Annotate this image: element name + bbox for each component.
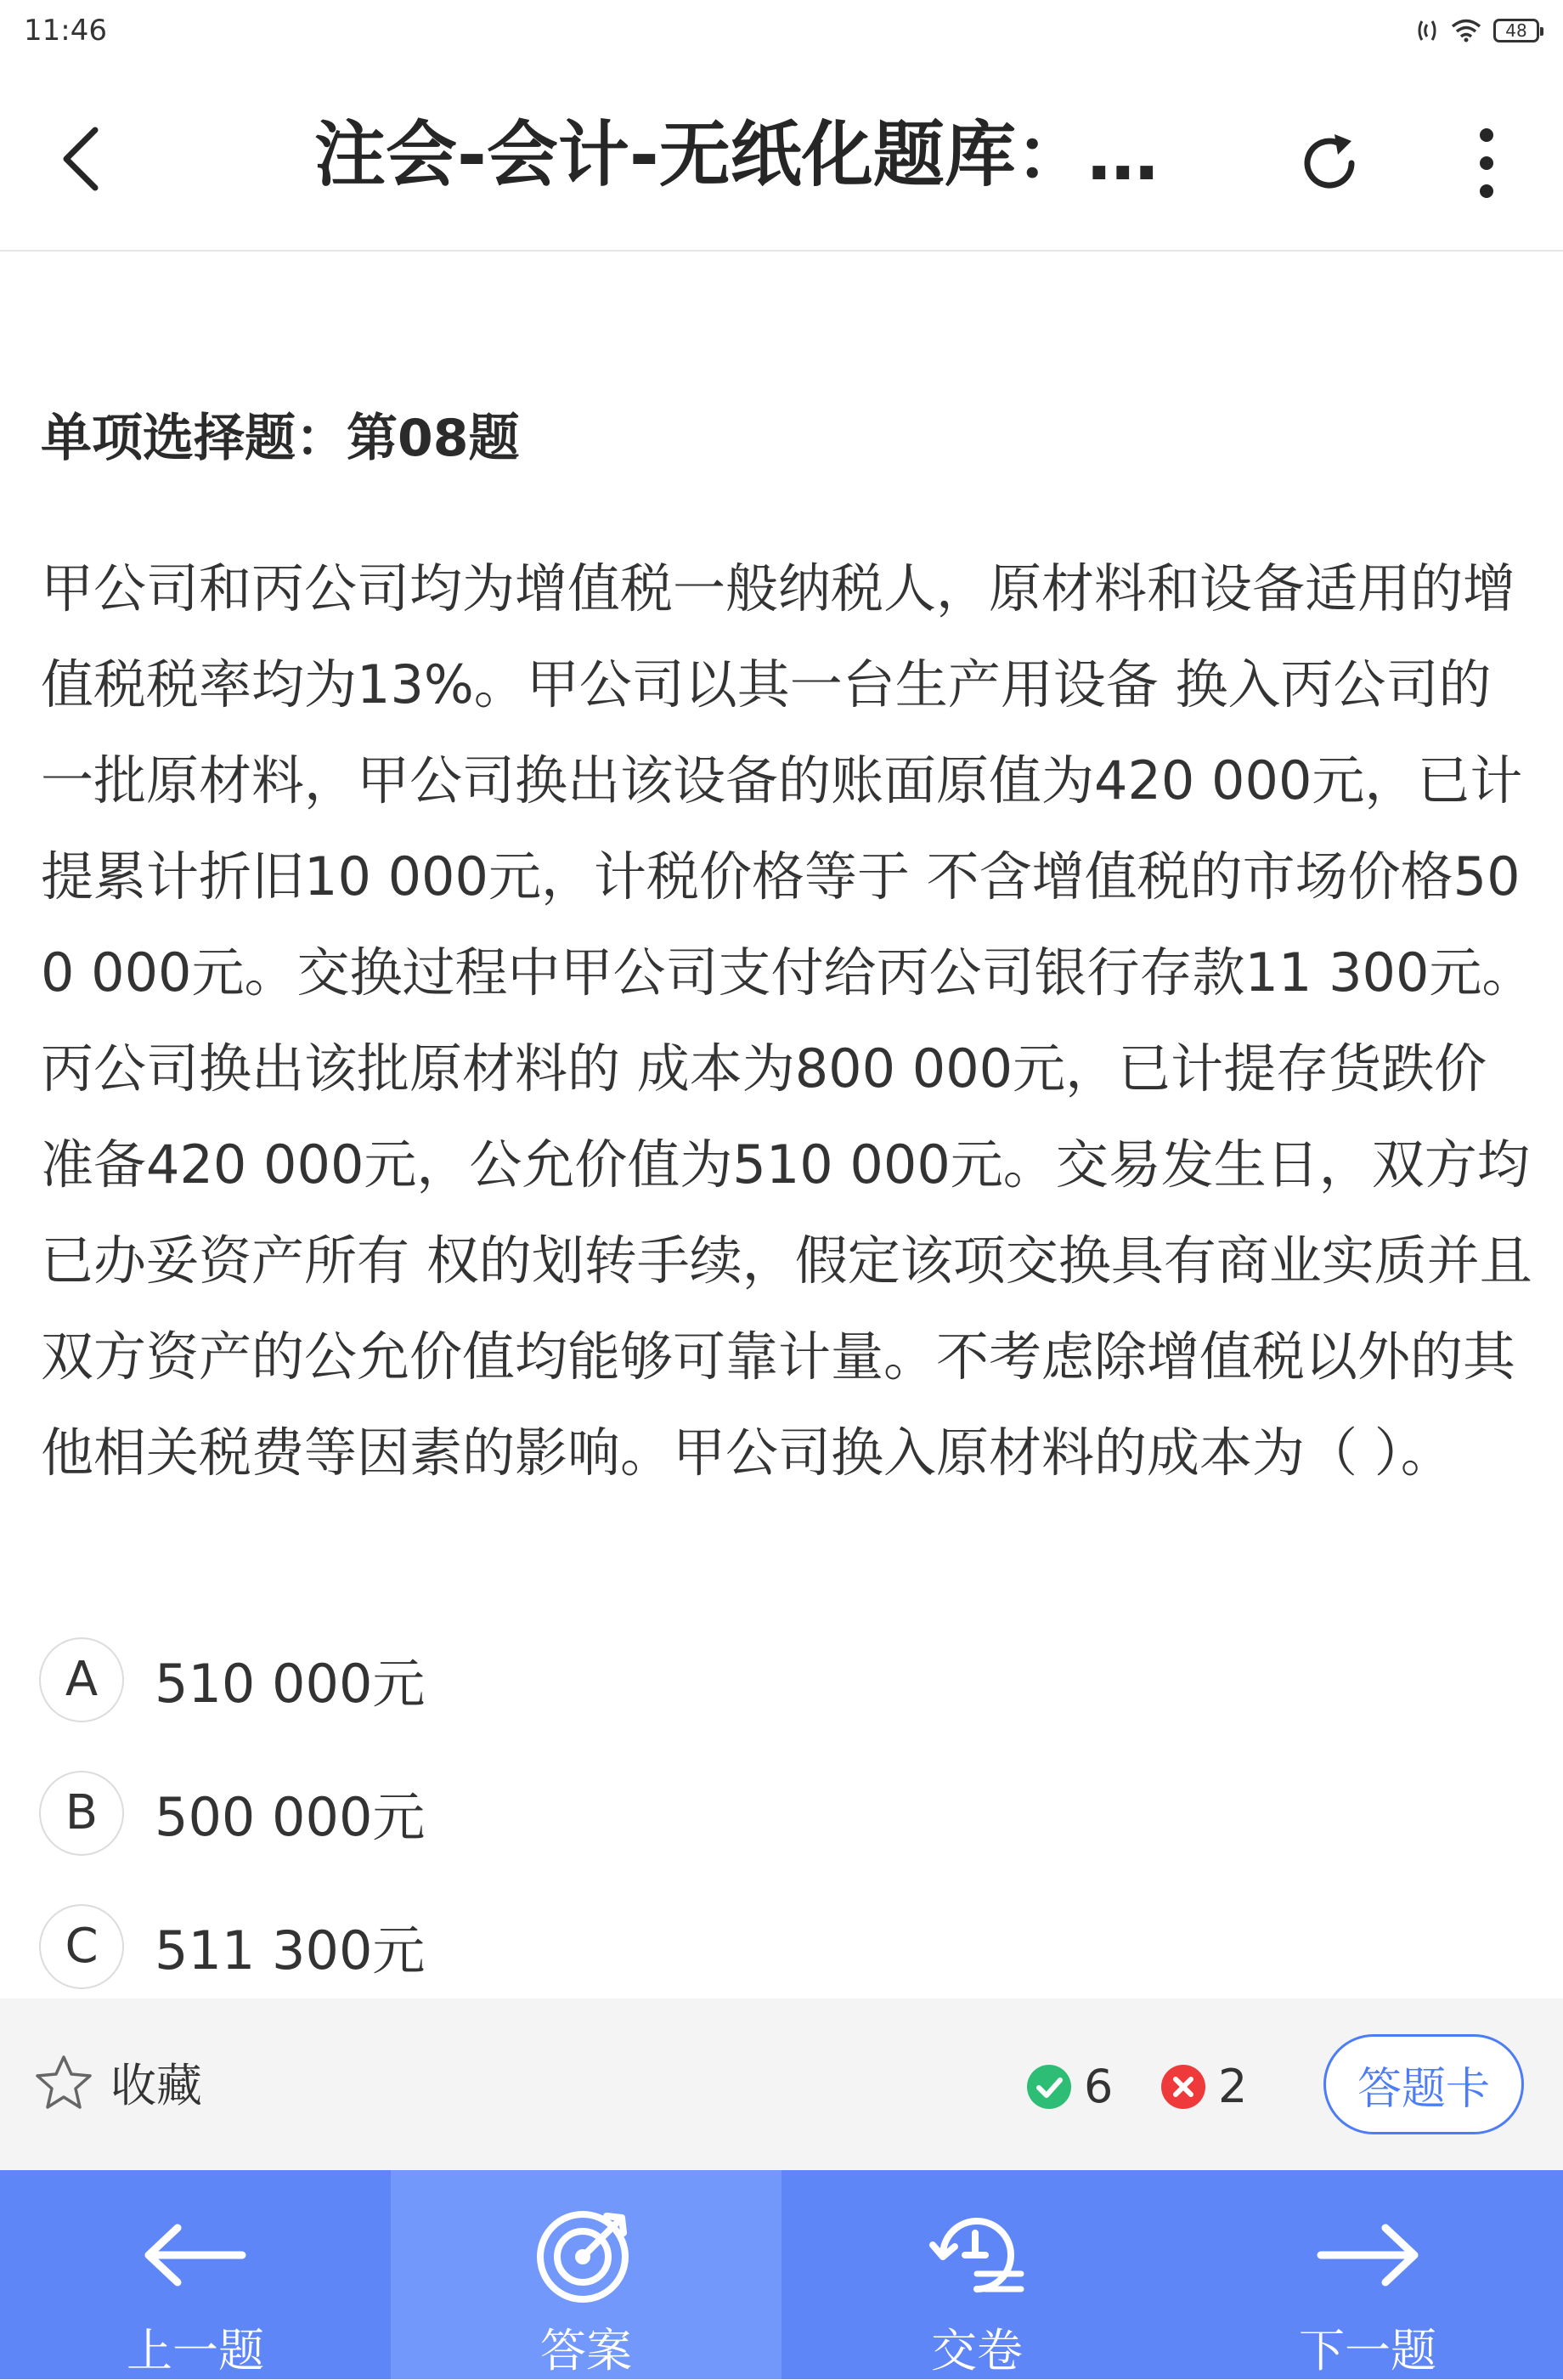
arrow-right-icon	[1308, 2204, 1427, 2306]
status-icons	[1417, 18, 1539, 43]
wrong-count-value: 2	[1218, 2060, 1248, 2113]
option-letter: A	[39, 1637, 124, 1722]
option-c[interactable]	[39, 1880, 1534, 1998]
refresh-button[interactable]	[1287, 121, 1372, 206]
correct-count-value: 6	[1084, 2060, 1114, 2113]
correct-count	[1026, 2060, 1113, 2113]
nav-label: 答案	[540, 2324, 632, 2377]
option-letter: B	[39, 1771, 124, 1856]
nav-label: 上一题	[127, 2324, 264, 2377]
favorite-label: 收藏	[110, 2059, 202, 2112]
page-title: 注会-会计-无纸化题库：…	[314, 113, 1159, 196]
nav-label: 下一题	[1299, 2324, 1436, 2377]
more-button[interactable]	[1461, 112, 1512, 214]
question-text: 甲公司和丙公司均为增值税一般纳税人，原材料和设备适用的增值税税率均为13%。甲公司以其一台生产用设备 换入丙公司的一批原材料，甲公司换出该设备的账面原值为420 000元，已计提累计折旧10 000元，计税价格等于 不含增值税的市场价格500 000元。交换过程中甲公司支付给丙公司银行存款11 300元。丙公司换出该批原材料的 成本为800 000元，已计提存货跌价准备420 000元，公允价值为510 000元。交易发生日，双方均已办妥资产所有 权的划转手续，假定该项交换具有商业实质并且双方资产的公允价值均能够可靠计量。不考虑除增值税以外的其 他相关税费等因素的影响。甲公司换入原材料的成本为（ ）。	[41, 557, 1535, 1484]
nav-label: 交卷	[931, 2324, 1023, 2377]
bottom-nav	[0, 2170, 1563, 2379]
battery-icon: 48	[1493, 19, 1539, 42]
refresh-icon	[1295, 129, 1363, 197]
answer-button[interactable]	[391, 2170, 782, 2379]
question-type-label: 单项选择题：第08题	[41, 409, 520, 468]
favorite-button[interactable]	[34, 2049, 202, 2115]
status-bar	[0, 0, 1563, 61]
previous-question-button[interactable]	[0, 2170, 391, 2379]
x-circle-icon	[1160, 2064, 1206, 2110]
back-button[interactable]	[51, 112, 110, 206]
question-content	[0, 252, 1563, 1998]
nfc-icon	[1417, 18, 1439, 43]
submit-icon	[917, 2204, 1036, 2306]
target-icon	[527, 2204, 646, 2306]
answer-card-button[interactable]: 答题卡	[1323, 2034, 1524, 2134]
header	[0, 61, 1563, 252]
option-letter: C	[39, 1904, 124, 1989]
option-text: 511 300元	[155, 1919, 426, 1981]
option-a[interactable]	[39, 1613, 1534, 1746]
next-question-button[interactable]	[1172, 2170, 1563, 2379]
question-toolbar	[0, 1998, 1563, 2170]
submit-button[interactable]	[782, 2170, 1172, 2379]
option-text: 500 000元	[155, 1786, 426, 1848]
wifi-icon	[1451, 19, 1481, 42]
arrow-left-icon	[136, 2204, 255, 2306]
more-icon	[1476, 125, 1497, 201]
option-b[interactable]	[39, 1746, 1534, 1880]
check-circle-icon	[1026, 2064, 1072, 2110]
status-time: 11:46	[24, 14, 107, 48]
back-icon	[59, 125, 102, 193]
option-text: 510 000元	[155, 1653, 426, 1715]
star-icon	[34, 2054, 93, 2111]
option-list	[39, 1613, 1534, 1998]
wrong-count	[1160, 2060, 1247, 2113]
